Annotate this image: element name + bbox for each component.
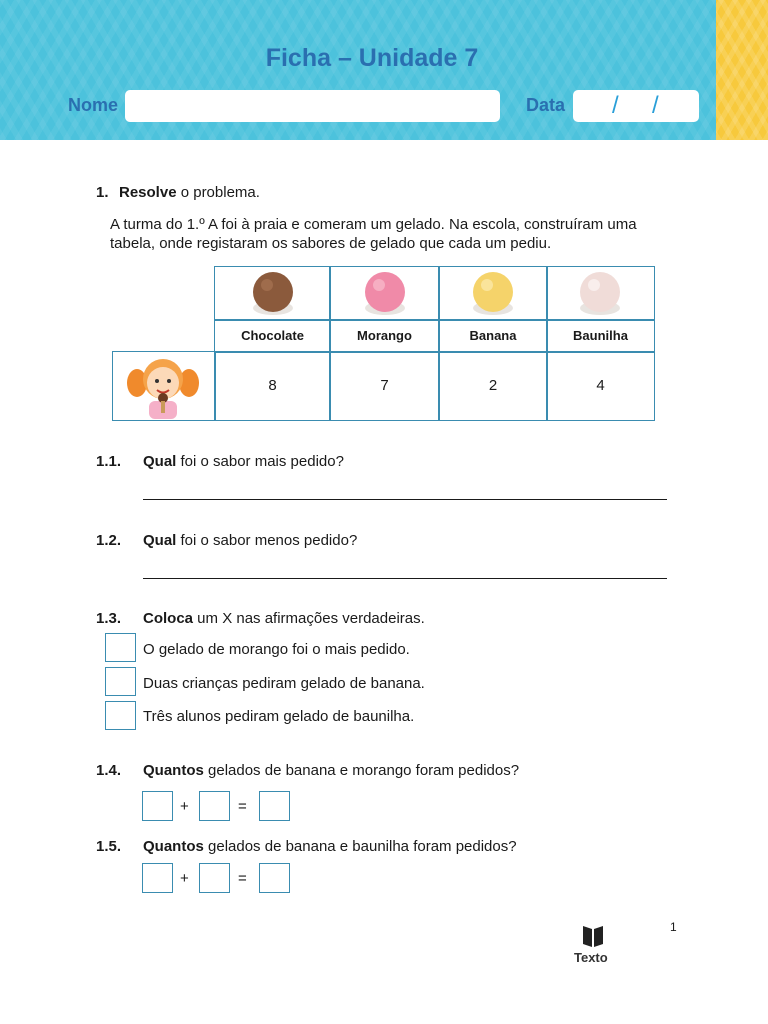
q15-text: [143, 838, 517, 855]
q13-bold: Coloca: [143, 610, 194, 627]
q11-rest: foi o sabor mais pedido?: [176, 453, 344, 470]
q13-option-3: Três alunos pediram gelado de baunilha.: [143, 708, 415, 725]
q13-option-2: Duas crianças pediram gelado de banana.: [143, 675, 425, 692]
q13-text: [143, 610, 425, 627]
child-eating-icecream-icon: [125, 353, 201, 419]
q12-rest: foi o sabor menos pedido?: [176, 532, 358, 549]
logo-text: Texto: [574, 950, 608, 965]
q15-result-box[interactable]: [259, 863, 290, 893]
banana-scoop-icon: [468, 268, 518, 318]
q15-bold: Quantos: [143, 838, 204, 855]
q13-rest: um X nas afirmações verdadeiras.: [193, 610, 425, 627]
q14-rest: gelados de banana e morango foram pedidos?: [203, 762, 520, 779]
q11-answer-line[interactable]: [143, 499, 667, 500]
count-cell: 8: [214, 351, 331, 421]
q14-addend-1-box[interactable]: [142, 791, 173, 821]
q12-number: 1.2.: [96, 532, 122, 549]
q13-checkbox-1[interactable]: [105, 633, 136, 662]
q15-number: 1.5.: [96, 838, 122, 855]
q1-bold: Resolve: [119, 184, 177, 201]
q11-number: 1.1.: [96, 453, 122, 470]
q13-number: 1.3.: [96, 610, 122, 627]
q15-addend-2-box[interactable]: [199, 863, 230, 893]
flavor-label: Chocolate: [214, 319, 331, 353]
q13-checkbox-3[interactable]: [105, 701, 136, 730]
flavor-label: Morango: [329, 319, 440, 353]
q14-addend-2-box[interactable]: [199, 791, 230, 821]
q15-plus: +: [180, 870, 189, 887]
q14-equals: =: [238, 798, 247, 815]
q12-bold: Qual: [143, 532, 177, 549]
name-label: Nome: [68, 95, 119, 115]
q12-answer-line[interactable]: [143, 578, 667, 579]
date-slash-1: /: [612, 92, 619, 119]
q14-result-box[interactable]: [259, 791, 290, 821]
q11-text: [143, 453, 344, 470]
q14-text: [143, 762, 519, 779]
date-slash-2: /: [652, 92, 659, 119]
page-title: Ficha – Unidade 7: [265, 44, 479, 72]
q13-checkbox-2[interactable]: [105, 667, 136, 696]
q1-intro-line1: A turma do 1.º A foi à praia e comeram um gelado. Na escola, construíram uma: [110, 216, 637, 233]
book-logo-icon: [582, 924, 604, 948]
count-cell: 4: [546, 351, 655, 421]
chocolate-scoop-icon: [248, 268, 298, 318]
flavor-label: Banana: [438, 319, 548, 353]
q1-rest: o problema.: [176, 184, 260, 201]
q1-intro-line2: tabela, onde registaram os sabores de gelado que cada um pediu.: [110, 235, 552, 252]
strawberry-scoop-icon: [360, 268, 410, 318]
q1-text: [119, 184, 260, 201]
date-field[interactable]: [573, 90, 699, 122]
q15-addend-1-box[interactable]: [142, 863, 173, 893]
q15-rest: gelados de banana e baunilha foram pedidos?: [203, 838, 517, 855]
q11-bold: Qual: [143, 453, 177, 470]
q14-plus: +: [180, 798, 189, 815]
count-cell: 2: [438, 351, 548, 421]
q14-bold: Quantos: [143, 762, 204, 779]
q1-number: 1.: [96, 184, 109, 201]
q15-equals: =: [238, 870, 247, 887]
q14-number: 1.4.: [96, 762, 122, 779]
vanilla-scoop-icon: [575, 268, 625, 318]
q13-option-1: O gelado de morango foi o mais pedido.: [143, 641, 410, 658]
flavor-label: Baunilha: [546, 319, 655, 353]
name-field[interactable]: [125, 90, 500, 122]
date-label: Data: [526, 95, 566, 115]
count-cell: 7: [329, 351, 440, 421]
q12-text: [143, 532, 357, 549]
page-number: 1: [670, 920, 677, 934]
